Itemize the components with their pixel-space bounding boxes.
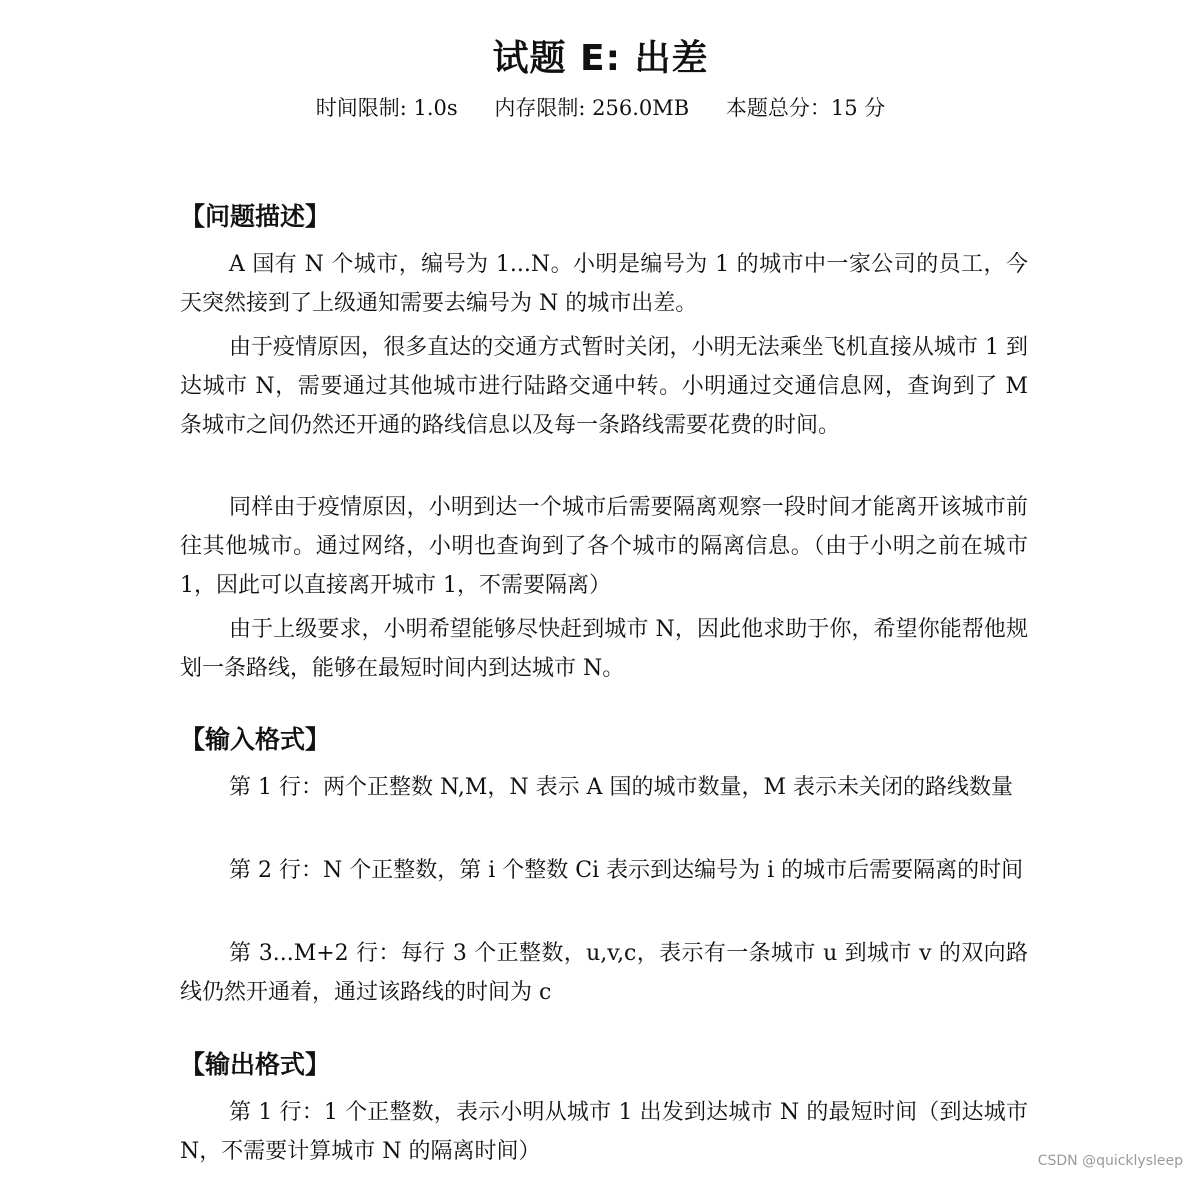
input-heading: 【输入格式】 bbox=[180, 725, 331, 754]
description-heading: 【问题描述】 bbox=[180, 202, 331, 231]
description-paragraph-1: A 国有 N 个城市，编号为 1...N。小明是编号为 1 的城市中一家公司的员工，今天突然接到了上级通知需要去编号为 N 的城市出差。 bbox=[180, 252, 1028, 316]
total-score: 本题总分：15 分 bbox=[725, 96, 886, 120]
problem-meta bbox=[0, 92, 1201, 122]
csdn-watermark: CSDN @quicklysleep bbox=[1037, 1153, 1183, 1169]
memory-limit: 内存限制: 256.0MB bbox=[494, 96, 690, 120]
input-paragraph-2: 第 2 行：N 个正整数，第 i 个整数 Ci 表示到达编号为 i 的城市后需要隔离的时间 bbox=[229, 858, 1024, 883]
output-paragraph-1: 第 1 行：1 个正整数，表示小明从城市 1 出发到达城市 N 的最短时间（到达城市 N，不需要计算城市 N 的隔离时间） bbox=[180, 1100, 1028, 1164]
problem-title: 试题 E: 出差 bbox=[492, 38, 709, 79]
output-heading: 【输出格式】 bbox=[180, 1050, 331, 1079]
description-paragraph-3: 同样由于疫情原因，小明到达一个城市后需要隔离观察一段时间才能离开该城市前往其他城市。通过网络，小明也查询到了各个城市的隔离信息。（由于小明之前在城市 1，因此可以直接离开城市 1，不需要隔离） bbox=[180, 495, 1028, 598]
input-paragraph-3: 第 3...M+2 行：每行 3 个正整数，u,v,c，表示有一条城市 u 到城市 v 的双向路线仍然开通着，通过该路线的时间为 c bbox=[180, 941, 1028, 1005]
time-limit: 时间限制: 1.0s bbox=[315, 96, 458, 120]
description-paragraph-4: 由于上级要求，小明希望能够尽快赶到城市 N，因此他求助于你，希望你能帮他规划一条路线，能够在最短时间内到达城市 N。 bbox=[180, 617, 1028, 681]
description-paragraph-2: 由于疫情原因，很多直达的交通方式暂时关闭，小明无法乘坐飞机直接从城市 1 到达城市 N，需要通过其他城市进行陆路交通中转。小明通过交通信息网，查询到了 M 条城市之间仍然还开通的路线信息以及每一条路线需要花费的时间。 bbox=[180, 335, 1028, 438]
input-paragraph-1: 第 1 行：两个正整数 N,M，N 表示 A 国的城市数量，M 表示未关闭的路线数量 bbox=[229, 775, 1013, 800]
